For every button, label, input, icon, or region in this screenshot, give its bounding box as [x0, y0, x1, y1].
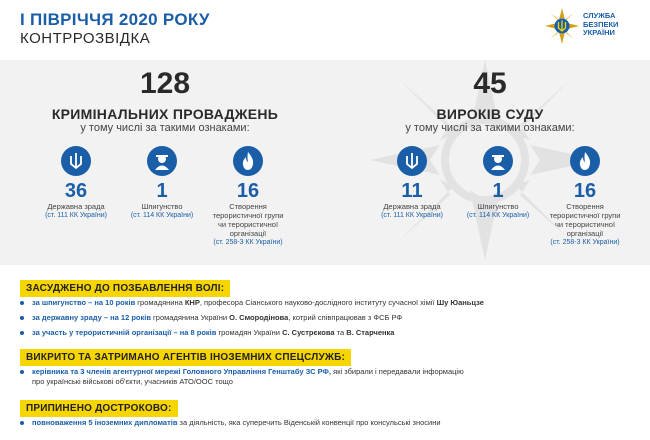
left-item-treason	[26, 146, 126, 220]
stat-label-line-1: Створення	[566, 202, 604, 211]
stat-value: 36	[64, 180, 88, 202]
bullet-strong: О. Смородінова	[229, 313, 289, 322]
stat-label-line-3: чи терористичної	[554, 220, 616, 229]
court-verdicts-count: 45	[473, 67, 507, 100]
page-title: І ПІВРІЧЧЯ 2020 РОКУ	[20, 10, 210, 29]
sentenced-item-espionage	[20, 298, 630, 308]
stat-label-line-2: терористичної групи	[549, 211, 621, 220]
bullet-highlight: повноваження 5 іноземних дипломатів	[32, 418, 178, 427]
spy-icon-circle	[483, 146, 513, 176]
section-agents-heading: ВИКРИТО ТА ЗАТРИМАНО АГЕНТІВ ІНОЗЕМНИХ СПЕЦСЛУЖБ:	[20, 349, 351, 366]
stat-article: (ст. 114 КК України)	[466, 212, 530, 219]
bullet-dot	[20, 331, 24, 335]
bullet-dot	[20, 301, 24, 305]
section-sentenced-heading: ЗАСУДЖЕНО ДО ПОЗБАВЛЕННЯ ВОЛІ:	[20, 280, 230, 297]
section-terminated-heading-wrap	[20, 398, 178, 417]
stat-value: 16	[573, 180, 597, 202]
bullet-strong: С. Сустрєкова	[282, 328, 335, 337]
section-agents-heading-wrap	[20, 347, 351, 366]
bullet-highlight: за державну зраду – на 12 років	[32, 313, 151, 322]
bullet-dot	[20, 421, 24, 425]
right-item-treason	[362, 146, 462, 220]
bullet-highlight: керівника та 3 членів агентурної мережі Головного Управління Генштабу ЗС РФ,	[32, 367, 332, 376]
sentenced-item-terrorism	[20, 328, 630, 338]
flame-icon	[238, 151, 258, 171]
criminal-cases-count: 128	[139, 67, 191, 100]
stat-article: (ст. 114 КК України)	[130, 212, 194, 219]
flame-icon-circle	[570, 146, 600, 176]
agents-item	[20, 367, 630, 387]
trident-icon	[402, 151, 422, 171]
stats-panel	[0, 60, 650, 265]
stat-label-line-3: чи терористичної	[217, 220, 279, 229]
stat-article: (ст. 111 КК України)	[381, 212, 443, 219]
trident-icon	[66, 151, 86, 171]
bullet-text: , професора Сіанського науково-дослідного інституту сучасної хімії	[199, 298, 437, 307]
bullet-dot	[20, 316, 24, 320]
terminated-item	[20, 418, 630, 428]
criminal-cases-sub: у тому числі за такими ознаками:	[80, 122, 250, 134]
trident-icon-circle	[61, 146, 91, 176]
stat-article: (ст. 258-3 КК України)	[213, 239, 283, 246]
stat-label-line-2: терористичної групи	[212, 211, 284, 220]
right-item-terrorism	[535, 146, 635, 247]
flame-icon	[575, 151, 595, 171]
court-verdicts-sub: у тому числі за такими ознаками:	[405, 122, 575, 134]
stat-value: 11	[401, 180, 423, 202]
bullet-strong: В. Старченка	[346, 328, 395, 337]
stat-label-line-4: організації	[229, 229, 267, 238]
bullet-highlight: за участь у терористичній організації – на 8 років	[32, 328, 217, 337]
bullet-text: , котрий співпрацював з ФСБ РФ	[288, 313, 403, 322]
bullet-text: за діяльність, яка суперечить Віденській конвенції про консульські зносини	[177, 418, 441, 427]
sentenced-item-treason	[20, 313, 630, 323]
bullet-dot	[20, 370, 24, 374]
page-subtitle: КОНТРРОЗВІДКА	[20, 30, 151, 47]
bullet-text: та	[334, 328, 347, 337]
court-verdicts-label: ВИРОКІВ СУДУ	[436, 106, 544, 122]
section-terminated-heading: ПРИПИНЕНО ДОСТРОКОВО:	[20, 400, 178, 417]
bullet-strong: КНР	[184, 298, 200, 307]
criminal-cases-label: КРИМІНАЛЬНИХ ПРОВАДЖЕНЬ	[51, 106, 279, 122]
stat-value: 1	[156, 180, 168, 202]
stat-value: 16	[236, 180, 260, 202]
stat-label-line-4: організації	[566, 229, 604, 238]
left-item-terrorism	[198, 146, 298, 247]
logo-line-1: СЛУЖБА	[583, 11, 616, 20]
bullet-text: громадян України	[216, 328, 283, 337]
stat-value: 1	[492, 180, 504, 202]
left-item-espionage	[112, 146, 212, 220]
sbu-logo	[545, 6, 635, 46]
bullet-highlight: за шпигунство – на 10 років	[32, 298, 136, 307]
spy-icon	[488, 151, 508, 171]
bullet-text: громадянина України	[150, 313, 230, 322]
sbu-emblem-icon	[545, 8, 579, 44]
trident-icon-circle	[397, 146, 427, 176]
section-sentenced-heading-wrap	[20, 278, 230, 297]
stat-article: (ст. 258-3 КК України)	[550, 239, 620, 246]
stat-article: (ст. 111 КК України)	[45, 212, 107, 219]
logo-line-3: УКРАЇНИ	[583, 28, 615, 37]
bullet-strong: Шу Юаньцзе	[436, 298, 484, 307]
stat-label: Державна зрада	[47, 202, 105, 211]
bullet-text: про українські військові об'єкти, учасників АТО/ООС тощо	[32, 377, 233, 386]
bullet-text: які збирали і передавали інформацію	[331, 367, 464, 376]
spy-icon	[152, 151, 172, 171]
spy-icon-circle	[147, 146, 177, 176]
right-item-espionage	[448, 146, 548, 220]
stat-label: Шпигунство	[141, 202, 183, 211]
court-verdicts-summary	[345, 68, 635, 135]
stat-label-line-1: Створення	[229, 202, 267, 211]
logo-line-2: БЕЗПЕКИ	[583, 19, 619, 29]
bullet-text: громадянина	[135, 298, 185, 307]
stat-label: Шпигунство	[477, 202, 519, 211]
criminal-cases-summary	[20, 68, 310, 135]
flame-icon-circle	[233, 146, 263, 176]
stat-label: Державна зрада	[383, 202, 441, 211]
